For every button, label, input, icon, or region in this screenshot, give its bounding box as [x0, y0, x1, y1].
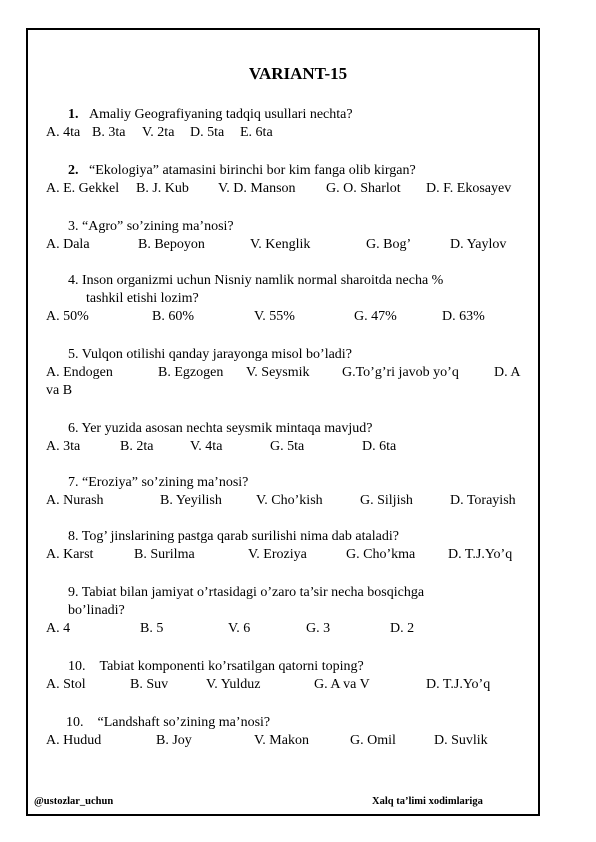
option: G. Cho’kma — [346, 547, 416, 562]
option: D. 63% — [442, 309, 485, 324]
question-4: 4. Inson organizmi uchun Nisniy namlik normal sharoitda necha % — [68, 273, 444, 288]
option: G.To’g’ri javob yo’q — [342, 365, 459, 380]
option: D. T.J.Yo’q — [448, 547, 513, 562]
option: D. Torayish — [450, 493, 516, 508]
option: V. D. Manson — [218, 181, 296, 196]
option: B. Egzogen — [158, 365, 224, 380]
option: G. 47% — [354, 309, 397, 324]
option: E. 6ta — [240, 125, 273, 140]
option: A. Stol — [46, 677, 86, 692]
option: D. Suvlik — [434, 733, 488, 748]
question-6: 6. Yer yuzida asosan nechta seysmik mintaqa mavjud? — [68, 421, 373, 436]
option: A. Dala — [46, 237, 90, 252]
option: G. A va V — [314, 677, 370, 692]
question-7: 7. “Eroziya” so’zining ma’nosi? — [68, 475, 249, 490]
option: D. 2 — [390, 621, 415, 636]
option: G. 3 — [306, 621, 331, 636]
option: B. Suv — [130, 677, 169, 692]
option: V. 6 — [228, 621, 251, 636]
option: A. Endogen — [46, 365, 113, 380]
option: B. J. Kub — [136, 181, 189, 196]
option: B. 2ta — [120, 439, 154, 454]
option-continued: va B — [46, 383, 73, 398]
option: A. Hudud — [46, 733, 102, 748]
option: D. Yaylov — [450, 237, 507, 252]
option: B. Joy — [156, 733, 192, 748]
option: B. 60% — [152, 309, 194, 324]
question-11: 10. “Landshaft so’zining ma’nosi? — [66, 715, 271, 730]
option: A. 4ta — [46, 125, 81, 140]
variant-title: VARIANT-15 — [248, 64, 348, 83]
option: B. Surilma — [134, 547, 195, 562]
option: D. 6ta — [362, 439, 397, 454]
option: V. Seysmik — [246, 365, 310, 380]
option: B. 5 — [140, 621, 164, 636]
option: A. 4 — [46, 621, 71, 636]
question-10: 10. Tabiat komponenti ko’rsatilgan qatorni toping? — [68, 659, 364, 674]
option: V. Eroziya — [248, 547, 307, 562]
option: V. Yulduz — [206, 677, 261, 692]
option: B. 3ta — [92, 125, 126, 140]
question-9-continued: bo’linadi? — [68, 603, 125, 618]
option: A. E. Gekkel — [46, 181, 120, 196]
option: G. Bog’ — [366, 237, 412, 252]
option: D. A — [494, 365, 521, 380]
question-1: 1. Amaliy Geografiyaning tadqiq usullari nechta? — [68, 107, 353, 122]
option: A. 50% — [46, 309, 89, 324]
option: A. 3ta — [46, 439, 81, 454]
option: D. T.J.Yo’q — [426, 677, 491, 692]
option: G. Siljish — [360, 493, 413, 508]
option: B. Yeyilish — [160, 493, 222, 508]
option: G. 5ta — [270, 439, 305, 454]
option: V. Cho’kish — [256, 493, 323, 508]
option: B. Bepoyon — [138, 237, 205, 252]
question-9: 9. Tabiat bilan jamiyat o’rtasidagi o’zaro ta’sir necha bosqichga — [68, 585, 425, 600]
option: G. Omil — [350, 733, 396, 748]
question-2: 2. “Ekologiya” atamasini birinchi bor kim fanga olib kirgan? — [68, 163, 416, 178]
footer-right: Xalq ta’limi xodimlariga — [372, 796, 483, 807]
option: V. Makon — [254, 733, 309, 748]
option: V. 55% — [254, 309, 295, 324]
option: A. Karst — [46, 547, 94, 562]
option: V. 2ta — [142, 125, 175, 140]
option: G. O. Sharlot — [326, 181, 401, 196]
option: D. 5ta — [190, 125, 225, 140]
footer-left: @ustozlar_uchun — [34, 796, 114, 807]
option: V. 4ta — [190, 439, 223, 454]
question-4-continued: tashkil etishi lozim? — [86, 291, 199, 306]
question-5: 5. Vulqon otilishi qanday jarayonga misol bo’ladi? — [68, 347, 352, 362]
option: V. Kenglik — [250, 237, 311, 252]
question-3: 3. “Agro” so’zining ma’nosi? — [68, 219, 234, 234]
option: A. Nurash — [46, 493, 104, 508]
question-8: 8. Tog’ jinslarining pastga qarab surilishi nima dab ataladi? — [68, 529, 399, 544]
option: D. F. Ekosayev — [426, 181, 512, 196]
